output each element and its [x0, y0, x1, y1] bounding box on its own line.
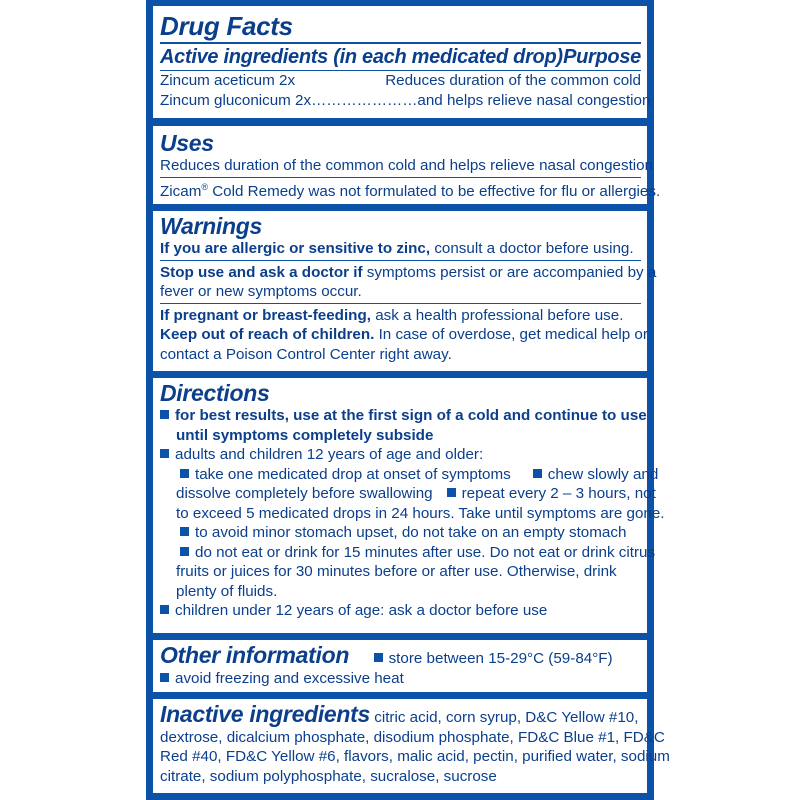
other-info-freeze — [160, 669, 641, 689]
bullet-square-icon — [447, 488, 456, 497]
warning-stop-line1 — [160, 263, 657, 283]
direction-a3: dissolve completely before swallowing — [176, 485, 433, 502]
ingredient-row — [160, 71, 641, 91]
purpose-header: Purpose — [563, 46, 641, 68]
bullet-square-icon — [160, 449, 169, 458]
direction-a5: to exceed 5 medicated drops in 24 hours. Take until symptoms are gone. — [176, 504, 665, 522]
warning-stop-line2: fever or new symptoms occur. — [160, 283, 362, 300]
warning-allergy — [160, 239, 641, 261]
direction-children — [160, 601, 641, 621]
warning-keep — [160, 325, 648, 345]
bullet-square-icon — [160, 410, 169, 419]
direction-best-text: for best results, use at the first sign of a cold and continue to use — [175, 407, 647, 424]
other-info-freeze-text: avoid freezing and excessive heat — [175, 669, 404, 687]
active-ingredients-header: Active ingredients (in each medicated drop) — [160, 46, 563, 68]
inactive-title: Inactive ingredients — [160, 701, 371, 727]
ingredient-name: Zincum aceticum 2x — [160, 72, 296, 89]
warning-pregnant-bold: If pregnant or breast-feeding, — [160, 306, 371, 324]
uses-text: Reduces duration of the common cold and helps relieve nasal congestion — [160, 156, 641, 178]
uses-note — [160, 178, 661, 202]
warning-stop — [160, 261, 657, 304]
inactive-line1 — [160, 702, 641, 728]
other-info-row — [160, 643, 641, 669]
ingredient-purpose: and helps relieve nasal congestion — [417, 91, 651, 109]
direction-adults-text: adults and children 12 years of age and older: — [175, 446, 484, 463]
uses-note-text: Cold Remedy was not formulated to be effective for flu or allergies. — [207, 182, 661, 200]
warning-stop-bold: Stop use and ask a doctor if — [160, 263, 363, 281]
direction-best-line2: until symptoms completely subside — [176, 426, 434, 444]
other-info-title: Other information — [160, 642, 350, 668]
direction-a9: plenty of fluids. — [176, 582, 278, 600]
drug-facts-title: Drug Facts — [160, 11, 641, 44]
uses-title: Uses — [160, 130, 214, 156]
direction-adults-line1 — [160, 465, 659, 485]
active-ingredients-header-row — [160, 45, 641, 71]
warning-allergy-bold: If you are allergic or sensitive to zinc, — [160, 240, 431, 257]
warning-pregnant-text: ask a health professional before use. — [370, 306, 624, 324]
direction-a7: do not eat or drink for 15 minutes after use. Do not eat or drink citrus — [195, 543, 656, 561]
warning-pregnant — [160, 304, 641, 326]
bullet-square-icon — [374, 653, 383, 662]
inactive-text-3: Red #40, FD&C Yellow #6, flavors, malic acid, pectin, purified water, sodium — [160, 748, 670, 765]
direction-a1: take one medicated drop at onset of symptoms — [195, 465, 511, 483]
brand-name: Zicam — [160, 182, 202, 200]
direction-adults-line5 — [160, 543, 656, 563]
dot-leader: ………………… — [311, 91, 418, 109]
other-info-panel — [153, 640, 647, 692]
warning-keep-text: In case of overdose, get medical help or — [374, 326, 648, 343]
inactive-text-4: citrate, sodium polyphosphate, sucralose, sucrose — [160, 767, 497, 785]
warning-keep-bold: Keep out of reach of children. — [160, 326, 375, 343]
warning-stop-text: symptoms persist or are accompanied by a — [362, 263, 657, 281]
bullet-square-icon — [180, 469, 189, 478]
directions-panel — [153, 378, 665, 633]
inactive-text-2: dextrose, dicalcium phosphate, disodium phosphate, FD&C Blue #1, FD&C — [160, 728, 665, 746]
direction-a2: chew slowly and — [547, 465, 659, 483]
other-info-store — [374, 650, 613, 667]
inactive-text-1: citric acid, corn syrup, D&C Yellow #10, — [370, 709, 639, 726]
ingredient-row — [160, 91, 651, 111]
warning-allergy-text: consult a doctor before using. — [430, 240, 634, 257]
warnings-title: Warnings — [160, 213, 262, 239]
direction-a8: fruits or juices for 30 minutes before or after use. Otherwise, drink — [176, 563, 617, 580]
warnings-panel — [153, 211, 657, 371]
inactive-panel — [153, 699, 670, 793]
bullet-square-icon — [160, 605, 169, 614]
uses-panel — [153, 126, 661, 204]
direction-adults-line2 — [160, 484, 656, 504]
bullet-square-icon — [180, 547, 189, 556]
direction-adults-line4 — [160, 523, 641, 543]
direction-adults — [160, 445, 641, 465]
ingredient-name: Zincum gluconicum 2x — [160, 91, 312, 109]
bullet-square-icon — [533, 469, 542, 478]
direction-best — [160, 406, 647, 426]
warning-keep-line2: contact a Poison Control Center right away. — [160, 345, 452, 363]
direction-a6: to avoid minor stomach upset, do not take on an empty stomach — [195, 524, 627, 541]
other-info-store-text: store between 15-29°C (59-84°F) — [388, 650, 613, 667]
drug-facts-panel — [153, 6, 651, 118]
direction-children-text: children under 12 years of age: ask a doctor before use — [175, 602, 548, 619]
registered-mark: ® — [201, 181, 208, 192]
bullet-square-icon — [160, 673, 169, 682]
ingredient-name-2 — [160, 91, 417, 111]
directions-title: Directions — [160, 380, 270, 406]
direction-a4: repeat every 2 – 3 hours, not — [461, 485, 656, 502]
ingredient-purpose: Reduces duration of the common cold — [385, 72, 641, 89]
bullet-square-icon — [180, 527, 189, 536]
